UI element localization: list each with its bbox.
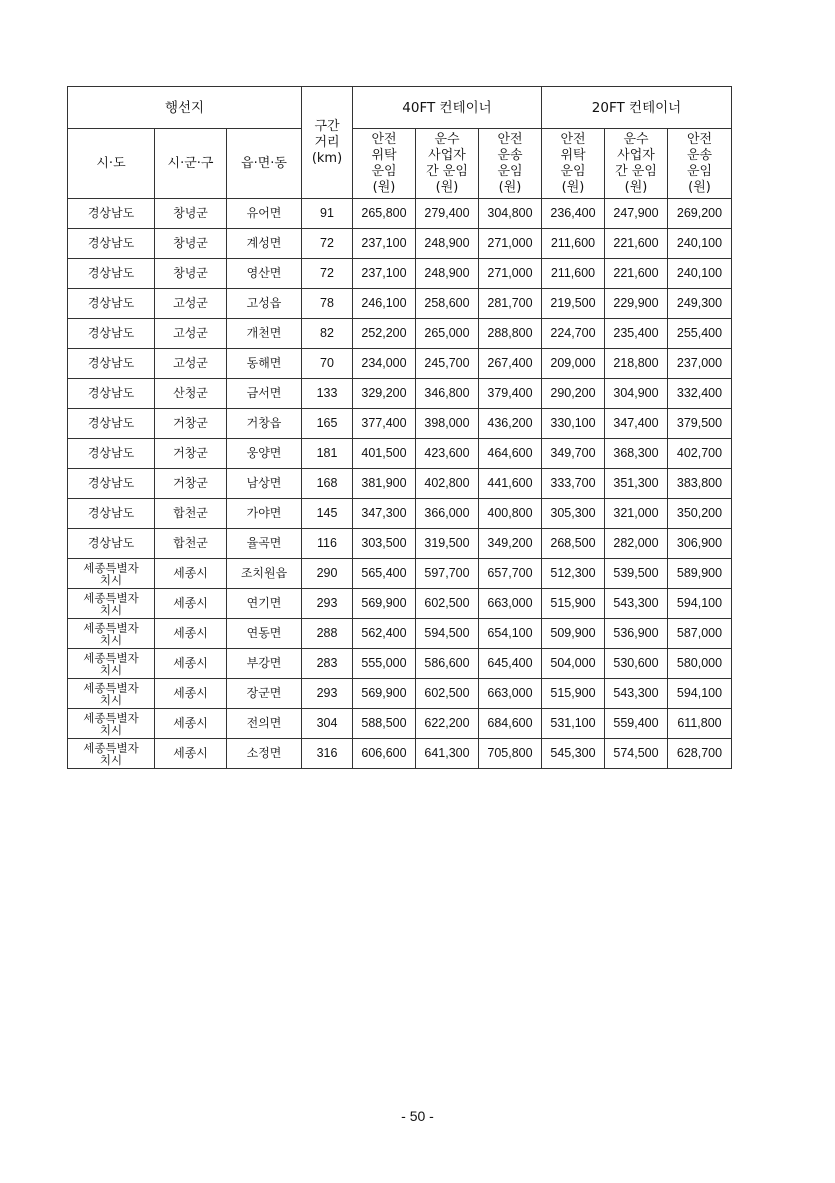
cell-20ft-safety-transport-rate: 306,900: [668, 529, 732, 559]
cell-distance-km: 72: [302, 229, 353, 259]
header-40ft-safety-consign-rate: 안전 위탁 운임 (원): [353, 129, 416, 199]
table-row: [68, 259, 732, 289]
cell-eupmyeondong: 가야면: [227, 499, 302, 529]
cell-distance-km: 168: [302, 469, 353, 499]
cell-distance-km: 283: [302, 649, 353, 679]
cell-20ft-safety-consign-rate: 211,600: [542, 259, 605, 289]
cell-20ft-safety-consign-rate: 224,700: [542, 319, 605, 349]
cell-20ft-safety-transport-rate: 611,800: [668, 709, 732, 739]
cell-20ft-between-carriers-rate: 539,500: [605, 559, 668, 589]
cell-eupmyeondong: 동해면: [227, 349, 302, 379]
cell-20ft-safety-consign-rate: 515,900: [542, 679, 605, 709]
cell-sido: 경상남도: [68, 379, 155, 409]
cell-sigungu: 창녕군: [155, 259, 227, 289]
cell-20ft-safety-transport-rate: 332,400: [668, 379, 732, 409]
cell-sido: 경상남도: [68, 259, 155, 289]
cell-40ft-between-carriers-rate: 279,400: [416, 199, 479, 229]
cell-40ft-safety-consign-rate: 237,100: [353, 259, 416, 289]
cell-sigungu: 거창군: [155, 409, 227, 439]
cell-40ft-safety-transport-rate: 684,600: [479, 709, 542, 739]
cell-eupmyeondong: 계성면: [227, 229, 302, 259]
cell-sido: 세종특별자 치시: [68, 619, 155, 649]
cell-20ft-safety-transport-rate: 587,000: [668, 619, 732, 649]
cell-40ft-safety-consign-rate: 569,900: [353, 679, 416, 709]
cell-40ft-between-carriers-rate: 602,500: [416, 679, 479, 709]
cell-distance-km: 293: [302, 679, 353, 709]
table-row: [68, 199, 732, 229]
table-row: [68, 619, 732, 649]
cell-20ft-safety-consign-rate: 333,700: [542, 469, 605, 499]
cell-sido: 세종특별자 치시: [68, 679, 155, 709]
cell-distance-km: 91: [302, 199, 353, 229]
cell-40ft-safety-transport-rate: 379,400: [479, 379, 542, 409]
cell-40ft-safety-transport-rate: 288,800: [479, 319, 542, 349]
header-sido: 시·도: [68, 129, 155, 199]
cell-sigungu: 세종시: [155, 589, 227, 619]
cell-40ft-safety-consign-rate: 569,900: [353, 589, 416, 619]
cell-sigungu: 창녕군: [155, 199, 227, 229]
cell-distance-km: 293: [302, 589, 353, 619]
cell-40ft-safety-transport-rate: 271,000: [479, 259, 542, 289]
table-row: [68, 229, 732, 259]
cell-20ft-between-carriers-rate: 530,600: [605, 649, 668, 679]
table-row: [68, 649, 732, 679]
cell-40ft-safety-consign-rate: 377,400: [353, 409, 416, 439]
table-header: [68, 87, 732, 199]
cell-sido: 경상남도: [68, 199, 155, 229]
cell-20ft-between-carriers-rate: 282,000: [605, 529, 668, 559]
cell-40ft-between-carriers-rate: 245,700: [416, 349, 479, 379]
cell-20ft-safety-consign-rate: 349,700: [542, 439, 605, 469]
cell-40ft-safety-transport-rate: 441,600: [479, 469, 542, 499]
cell-40ft-between-carriers-rate: 319,500: [416, 529, 479, 559]
header-40ft-between-carriers-rate: 운수 사업자 간 운임 (원): [416, 129, 479, 199]
cell-40ft-safety-consign-rate: 237,100: [353, 229, 416, 259]
cell-sido: 경상남도: [68, 319, 155, 349]
freight-rate-table: [67, 86, 732, 769]
cell-sido: 경상남도: [68, 529, 155, 559]
cell-sido: 경상남도: [68, 349, 155, 379]
cell-distance-km: 70: [302, 349, 353, 379]
cell-eupmyeondong: 소정면: [227, 739, 302, 769]
header-40ft-container: 40FT 컨테이너: [353, 87, 542, 129]
cell-40ft-between-carriers-rate: 594,500: [416, 619, 479, 649]
cell-eupmyeondong: 개천면: [227, 319, 302, 349]
cell-20ft-safety-transport-rate: 594,100: [668, 679, 732, 709]
cell-distance-km: 181: [302, 439, 353, 469]
cell-20ft-safety-consign-rate: 268,500: [542, 529, 605, 559]
cell-20ft-safety-consign-rate: 512,300: [542, 559, 605, 589]
cell-40ft-safety-transport-rate: 663,000: [479, 679, 542, 709]
cell-eupmyeondong: 율곡면: [227, 529, 302, 559]
cell-sido: 경상남도: [68, 409, 155, 439]
table-row: [68, 499, 732, 529]
cell-20ft-between-carriers-rate: 221,600: [605, 259, 668, 289]
cell-eupmyeondong: 웅양면: [227, 439, 302, 469]
cell-sido: 경상남도: [68, 469, 155, 499]
cell-eupmyeondong: 영산면: [227, 259, 302, 289]
table-row: [68, 349, 732, 379]
cell-20ft-safety-transport-rate: 383,800: [668, 469, 732, 499]
table-row: [68, 439, 732, 469]
cell-40ft-safety-transport-rate: 464,600: [479, 439, 542, 469]
cell-40ft-between-carriers-rate: 602,500: [416, 589, 479, 619]
cell-40ft-between-carriers-rate: 248,900: [416, 259, 479, 289]
cell-sigungu: 창녕군: [155, 229, 227, 259]
table-row: [68, 529, 732, 559]
cell-distance-km: 165: [302, 409, 353, 439]
cell-distance-km: 288: [302, 619, 353, 649]
cell-40ft-safety-consign-rate: 303,500: [353, 529, 416, 559]
cell-20ft-safety-transport-rate: 240,100: [668, 259, 732, 289]
cell-eupmyeondong: 거창읍: [227, 409, 302, 439]
cell-20ft-safety-transport-rate: 402,700: [668, 439, 732, 469]
cell-sido: 경상남도: [68, 229, 155, 259]
cell-40ft-safety-consign-rate: 565,400: [353, 559, 416, 589]
cell-sido: 세종특별자 치시: [68, 589, 155, 619]
cell-sido: 세종특별자 치시: [68, 709, 155, 739]
cell-sigungu: 세종시: [155, 649, 227, 679]
cell-40ft-between-carriers-rate: 597,700: [416, 559, 479, 589]
cell-20ft-safety-transport-rate: 594,100: [668, 589, 732, 619]
cell-40ft-safety-consign-rate: 588,500: [353, 709, 416, 739]
cell-20ft-safety-transport-rate: 255,400: [668, 319, 732, 349]
cell-20ft-safety-consign-rate: 209,000: [542, 349, 605, 379]
cell-sido: 세종특별자 치시: [68, 739, 155, 769]
cell-20ft-safety-consign-rate: 236,400: [542, 199, 605, 229]
cell-20ft-safety-transport-rate: 379,500: [668, 409, 732, 439]
cell-40ft-between-carriers-rate: 258,600: [416, 289, 479, 319]
cell-40ft-safety-transport-rate: 400,800: [479, 499, 542, 529]
cell-sigungu: 거창군: [155, 439, 227, 469]
cell-distance-km: 290: [302, 559, 353, 589]
cell-sido: 세종특별자 치시: [68, 649, 155, 679]
page-number: - 50 -: [401, 1108, 434, 1124]
cell-40ft-safety-consign-rate: 381,900: [353, 469, 416, 499]
cell-40ft-safety-transport-rate: 645,400: [479, 649, 542, 679]
table-row: [68, 709, 732, 739]
cell-20ft-safety-consign-rate: 509,900: [542, 619, 605, 649]
cell-sido: 세종특별자 치시: [68, 559, 155, 589]
cell-40ft-between-carriers-rate: 265,000: [416, 319, 479, 349]
cell-distance-km: 145: [302, 499, 353, 529]
cell-sigungu: 세종시: [155, 619, 227, 649]
cell-distance-km: 72: [302, 259, 353, 289]
cell-eupmyeondong: 금서면: [227, 379, 302, 409]
cell-40ft-safety-transport-rate: 663,000: [479, 589, 542, 619]
table-row: [68, 319, 732, 349]
cell-40ft-safety-transport-rate: 271,000: [479, 229, 542, 259]
cell-20ft-between-carriers-rate: 559,400: [605, 709, 668, 739]
cell-20ft-between-carriers-rate: 321,000: [605, 499, 668, 529]
cell-40ft-between-carriers-rate: 641,300: [416, 739, 479, 769]
cell-20ft-safety-transport-rate: 240,100: [668, 229, 732, 259]
cell-sido: 경상남도: [68, 499, 155, 529]
cell-20ft-between-carriers-rate: 218,800: [605, 349, 668, 379]
cell-20ft-safety-consign-rate: 219,500: [542, 289, 605, 319]
cell-40ft-safety-consign-rate: 234,000: [353, 349, 416, 379]
header-20ft-safety-transport-rate: 안전 운송 운임 (원): [668, 129, 732, 199]
header-sigungu: 시·군·구: [155, 129, 227, 199]
cell-40ft-safety-consign-rate: 329,200: [353, 379, 416, 409]
cell-20ft-safety-transport-rate: 269,200: [668, 199, 732, 229]
cell-sigungu: 세종시: [155, 739, 227, 769]
cell-40ft-safety-transport-rate: 705,800: [479, 739, 542, 769]
cell-40ft-safety-consign-rate: 606,600: [353, 739, 416, 769]
cell-40ft-safety-transport-rate: 657,700: [479, 559, 542, 589]
cell-40ft-safety-transport-rate: 654,100: [479, 619, 542, 649]
cell-20ft-safety-transport-rate: 350,200: [668, 499, 732, 529]
cell-20ft-between-carriers-rate: 347,400: [605, 409, 668, 439]
cell-eupmyeondong: 남상면: [227, 469, 302, 499]
table-row: [68, 409, 732, 439]
cell-40ft-between-carriers-rate: 346,800: [416, 379, 479, 409]
cell-sigungu: 고성군: [155, 319, 227, 349]
cell-20ft-between-carriers-rate: 543,300: [605, 679, 668, 709]
cell-40ft-safety-consign-rate: 562,400: [353, 619, 416, 649]
cell-20ft-between-carriers-rate: 543,300: [605, 589, 668, 619]
cell-40ft-between-carriers-rate: 398,000: [416, 409, 479, 439]
table-row: [68, 739, 732, 769]
cell-20ft-between-carriers-rate: 304,900: [605, 379, 668, 409]
cell-40ft-between-carriers-rate: 622,200: [416, 709, 479, 739]
cell-sigungu: 합천군: [155, 499, 227, 529]
cell-40ft-safety-consign-rate: 401,500: [353, 439, 416, 469]
header-destination: 행선지: [68, 87, 302, 129]
cell-sigungu: 세종시: [155, 559, 227, 589]
table-body: [68, 199, 732, 769]
cell-40ft-between-carriers-rate: 423,600: [416, 439, 479, 469]
cell-sido: 경상남도: [68, 439, 155, 469]
cell-40ft-safety-consign-rate: 265,800: [353, 199, 416, 229]
cell-eupmyeondong: 유어면: [227, 199, 302, 229]
cell-40ft-safety-consign-rate: 347,300: [353, 499, 416, 529]
cell-sido: 경상남도: [68, 289, 155, 319]
cell-40ft-safety-transport-rate: 304,800: [479, 199, 542, 229]
table-row: [68, 679, 732, 709]
cell-eupmyeondong: 연기면: [227, 589, 302, 619]
cell-20ft-safety-consign-rate: 305,300: [542, 499, 605, 529]
cell-20ft-safety-consign-rate: 515,900: [542, 589, 605, 619]
cell-sigungu: 고성군: [155, 349, 227, 379]
cell-sigungu: 세종시: [155, 709, 227, 739]
cell-20ft-safety-transport-rate: 589,900: [668, 559, 732, 589]
table-row: [68, 469, 732, 499]
header-20ft-between-carriers-rate: 운수 사업자 간 운임 (원): [605, 129, 668, 199]
cell-20ft-between-carriers-rate: 368,300: [605, 439, 668, 469]
cell-20ft-safety-consign-rate: 211,600: [542, 229, 605, 259]
header-20ft-safety-consign-rate: 안전 위탁 운임 (원): [542, 129, 605, 199]
cell-40ft-safety-transport-rate: 281,700: [479, 289, 542, 319]
cell-40ft-between-carriers-rate: 366,000: [416, 499, 479, 529]
cell-distance-km: 316: [302, 739, 353, 769]
cell-40ft-safety-transport-rate: 436,200: [479, 409, 542, 439]
cell-20ft-safety-transport-rate: 628,700: [668, 739, 732, 769]
cell-20ft-safety-consign-rate: 290,200: [542, 379, 605, 409]
cell-20ft-safety-transport-rate: 580,000: [668, 649, 732, 679]
cell-20ft-safety-transport-rate: 237,000: [668, 349, 732, 379]
cell-eupmyeondong: 연동면: [227, 619, 302, 649]
cell-40ft-safety-consign-rate: 246,100: [353, 289, 416, 319]
header-40ft-safety-transport-rate: 안전 운송 운임 (원): [479, 129, 542, 199]
cell-distance-km: 133: [302, 379, 353, 409]
table-row: [68, 289, 732, 319]
cell-40ft-safety-consign-rate: 555,000: [353, 649, 416, 679]
cell-distance-km: 78: [302, 289, 353, 319]
cell-eupmyeondong: 부강면: [227, 649, 302, 679]
cell-sigungu: 합천군: [155, 529, 227, 559]
cell-40ft-between-carriers-rate: 402,800: [416, 469, 479, 499]
cell-20ft-between-carriers-rate: 221,600: [605, 229, 668, 259]
cell-distance-km: 116: [302, 529, 353, 559]
cell-40ft-safety-transport-rate: 349,200: [479, 529, 542, 559]
cell-eupmyeondong: 고성읍: [227, 289, 302, 319]
cell-sigungu: 고성군: [155, 289, 227, 319]
cell-20ft-between-carriers-rate: 247,900: [605, 199, 668, 229]
cell-20ft-safety-transport-rate: 249,300: [668, 289, 732, 319]
cell-distance-km: 82: [302, 319, 353, 349]
table-row: [68, 559, 732, 589]
header-20ft-container: 20FT 컨테이너: [542, 87, 732, 129]
cell-eupmyeondong: 조치원읍: [227, 559, 302, 589]
cell-20ft-between-carriers-rate: 235,400: [605, 319, 668, 349]
cell-sigungu: 거창군: [155, 469, 227, 499]
table-row: [68, 589, 732, 619]
cell-40ft-between-carriers-rate: 586,600: [416, 649, 479, 679]
cell-40ft-between-carriers-rate: 248,900: [416, 229, 479, 259]
cell-sigungu: 산청군: [155, 379, 227, 409]
cell-distance-km: 304: [302, 709, 353, 739]
header-eupmyeondong: 읍·면·동: [227, 129, 302, 199]
cell-40ft-safety-consign-rate: 252,200: [353, 319, 416, 349]
cell-20ft-safety-consign-rate: 545,300: [542, 739, 605, 769]
cell-20ft-between-carriers-rate: 229,900: [605, 289, 668, 319]
cell-20ft-safety-consign-rate: 504,000: [542, 649, 605, 679]
cell-20ft-between-carriers-rate: 574,500: [605, 739, 668, 769]
cell-20ft-safety-consign-rate: 531,100: [542, 709, 605, 739]
cell-20ft-between-carriers-rate: 536,900: [605, 619, 668, 649]
cell-sigungu: 세종시: [155, 679, 227, 709]
cell-40ft-safety-transport-rate: 267,400: [479, 349, 542, 379]
cell-eupmyeondong: 전의면: [227, 709, 302, 739]
header-distance: 구간 거리 (km): [302, 87, 353, 199]
table-row: [68, 379, 732, 409]
cell-20ft-between-carriers-rate: 351,300: [605, 469, 668, 499]
cell-eupmyeondong: 장군면: [227, 679, 302, 709]
cell-20ft-safety-consign-rate: 330,100: [542, 409, 605, 439]
